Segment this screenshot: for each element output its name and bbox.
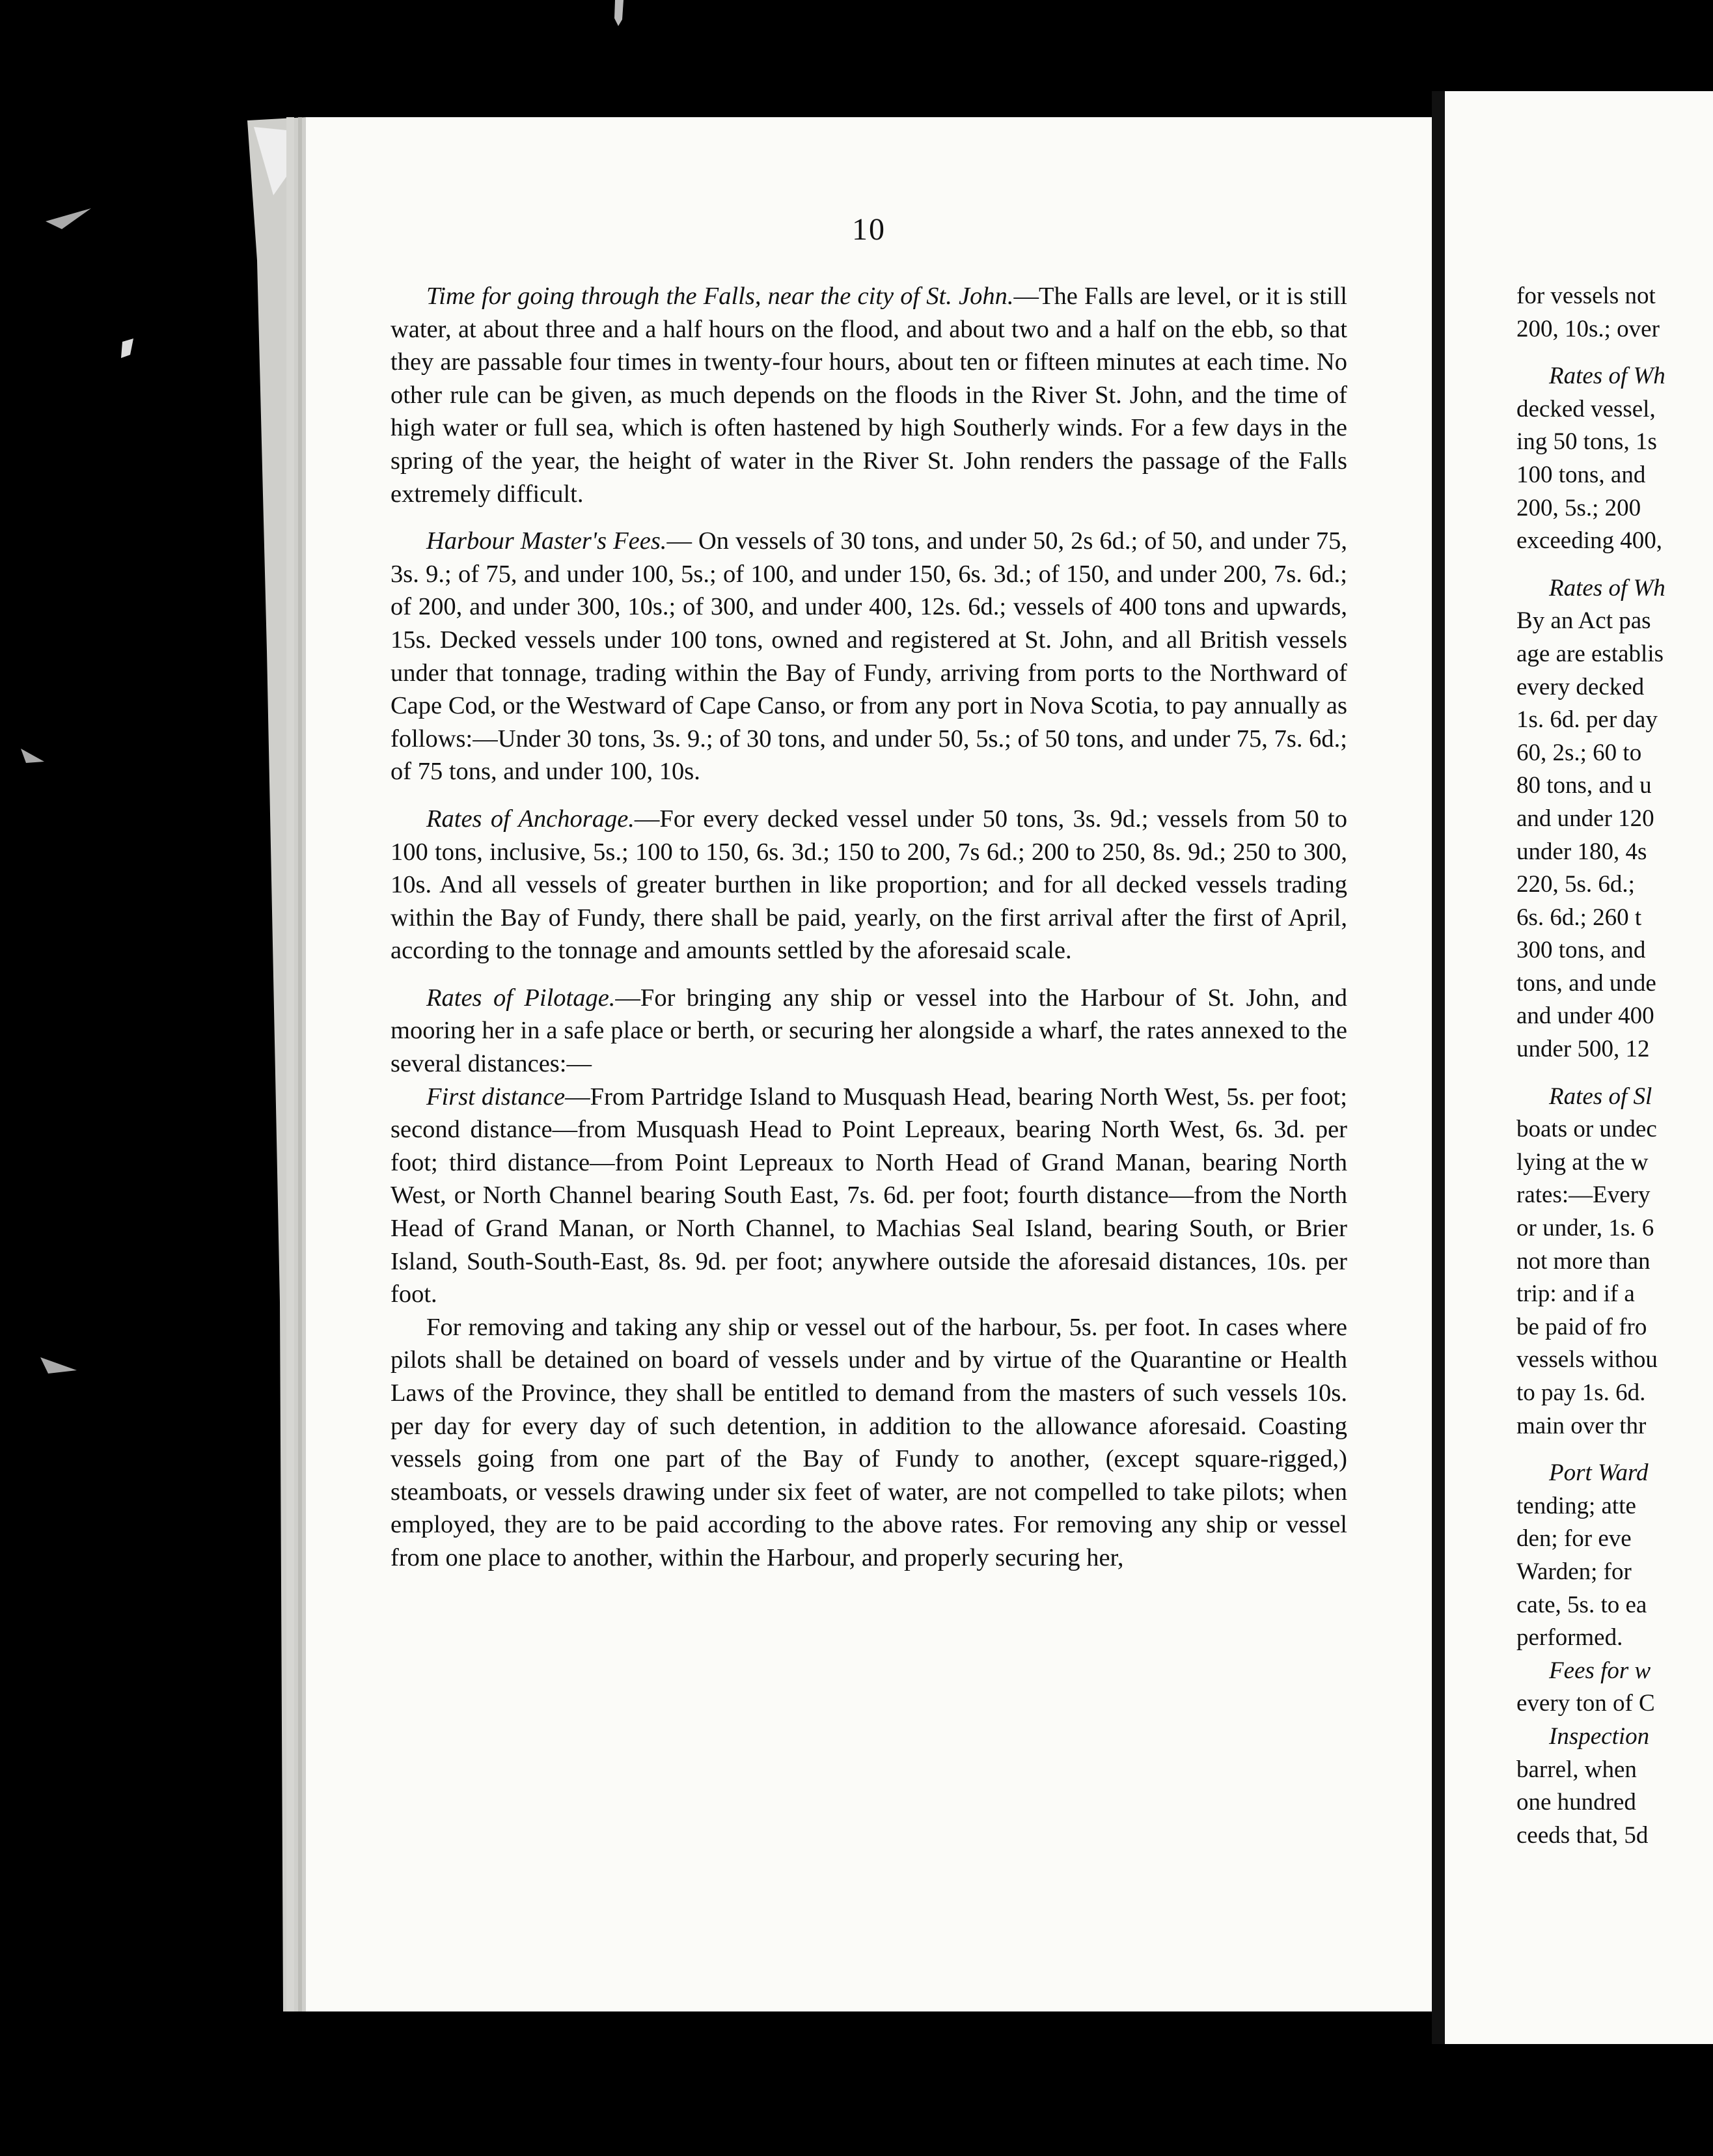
right-line: exceeding 400, (1516, 527, 1662, 555)
paragraph-distances (391, 1081, 1347, 1311)
right-line: main over thr (1516, 1412, 1647, 1439)
right-line: be paid of fro (1516, 1313, 1647, 1340)
right-line: 200, 10s.; over (1516, 315, 1660, 342)
right-line: 6s. 6d.; 260 t (1516, 904, 1642, 931)
right-line: boats or undec (1516, 1116, 1657, 1143)
right-line: under 500, 12 (1516, 1036, 1650, 1063)
right-line: or under, 1s. 6 (1516, 1215, 1654, 1242)
page-number: 10 (852, 212, 886, 247)
paragraph-anchorage (391, 803, 1347, 967)
right-line: den; for eve (1516, 1525, 1632, 1553)
text-distances: —From Partridge Island to Musquash Head, bearing North West, 5s. per foot; second distance—from Musquash Head to Point Lepreaux, bearing North West, 6s. 3d. per foot; third distance—from Point Lepreaux to North Head of Grand Manan, bearing North West, or North Channel bearing South East, 7s. 6d. per foot; fourth distance—from the North Head of Grand Manan, or North Channel, to Machias Seal Island, bearing South, or Brier Island, South-South-East, 8s. 9d. per foot; anywhere outside the aforesaid distances, 10s. per foot. (391, 1083, 1347, 1308)
left-page (306, 117, 1432, 2011)
right-line: cate, 5s. to ea (1516, 1591, 1647, 1618)
right-line: 100 tons, and (1516, 461, 1646, 488)
right-line: every decked (1516, 673, 1645, 700)
right-line: vessels withou (1516, 1346, 1658, 1374)
right-line: age are establis (1516, 640, 1664, 667)
right-line: tons, and unde (1516, 969, 1656, 997)
right-line: 1s. 6d. per day (1516, 706, 1658, 734)
text-anchorage: —For every decked vessel under 50 tons, 3s. 9d.; vessels from 50 to 100 tons, inclusive, 5s.; 100 to 150, 6s. 3d.; 150 to 200, 7s 6d.; 200 to 250, 8s. 9d.; 250 to 300, 10s. And all vessels of greater burthen in like proportion; and for all decked vessels trading within the Bay of Fundy, there shall be paid, yearly, on the first arrival after the first of April, according to the tonnage and amounts settled by the aforesaid scale. (391, 805, 1347, 965)
right-line: Fees for w (1549, 1657, 1651, 1684)
right-line: one hundred (1516, 1789, 1636, 1816)
right-line: By an Act pas (1516, 607, 1651, 635)
right-line: every ton of C (1516, 1690, 1655, 1717)
right-page (1445, 91, 1713, 2044)
right-line: barrel, when (1516, 1756, 1637, 1783)
right-line: 80 tons, and u (1516, 772, 1652, 799)
right-line: 200, 5s.; 200 (1516, 494, 1641, 521)
heading-harbour-master: Harbour Master's Fees. (426, 527, 667, 555)
text-column (391, 280, 1347, 1575)
right-line: decked vessel, (1516, 395, 1656, 422)
text-falls: —The Falls are level, or it is still water, at about three and a half hours on the flood, and about two and a half on the ebb, so that they are passable four times in twenty-four hours, about ten or fifteen minutes at each time. No other rule can be given, as much depends on the floods in the River St. John, and the time of high water or full sea, which is often hastened by high Southerly winds. For a few days in the spring of the year, the height of water in the River St. John renders the passage of the Falls extremely difficult. (391, 283, 1347, 508)
text-pilotage: —For bringing any ship or vessel into the Harbour of St. John, and mooring her in a safe place or berth, or securing her alongside a wharf, the rates annexed to the several distances:— (391, 984, 1347, 1078)
right-line: and under 120 (1516, 805, 1654, 832)
right-line: trip: and if a (1516, 1280, 1635, 1308)
paragraph-removing (391, 1311, 1347, 1575)
right-line: performed. (1516, 1624, 1623, 1652)
right-line: ing 50 tons, 1s (1516, 428, 1657, 456)
right-line: tending; atte (1516, 1492, 1636, 1519)
right-line: not more than (1516, 1247, 1651, 1275)
right-line: ceeds that, 5d (1516, 1821, 1649, 1849)
right-line: to pay 1s. 6d. (1516, 1379, 1646, 1406)
right-line: Port Ward (1549, 1459, 1649, 1487)
right-line: Warden; for (1516, 1558, 1632, 1585)
right-line: 220, 5s. 6d.; (1516, 871, 1635, 898)
right-line: and under 400 (1516, 1002, 1654, 1030)
right-line: lying at the w (1516, 1148, 1649, 1176)
heading-falls: Time for going through the Falls, near the city of St. John. (426, 283, 1014, 310)
right-text-column (1516, 280, 1713, 1852)
heading-pilotage: Rates of Pilotage. (426, 984, 616, 1012)
paragraph-harbour-master (391, 525, 1347, 788)
right-line: under 180, 4s (1516, 838, 1647, 865)
gutter (1432, 91, 1445, 2044)
paragraph-falls (391, 280, 1347, 510)
right-line: Inspection (1549, 1722, 1650, 1750)
heading-anchorage: Rates of Anchorage. (426, 805, 635, 833)
right-line: 60, 2s.; 60 to (1516, 739, 1642, 766)
text-harbour-master: — On vessels of 30 tons, and under 50, 2s 6d.; of 50, and under 75, 3s. 9.; of 75, and under 100, 5s.; of 100, and under 150, 6s. 3d.; of 150, and under 200, 7s. 6d.; of 200, and under 300, 10s.; of 300, and under 400, 12s. 6d.; vessels of 400 tons and upwards, 15s. Decked vessels under 100 tons, owned and registered at St. John, and all British vessels under that tonnage, trading within the Bay of Fundy, arriving from ports to the Northward of Cape Cod, or the Westward of Cape Canso, or from any port in Nova Scotia, to pay annually as follows:—Under 30 tons, 3s. 9.; of 30 tons, and under 50, 5s.; of 50 tons, and under 75, 7s. 6d.; of 75 tons, and under 100, 10s. (391, 527, 1347, 786)
right-line: rates:—Every (1516, 1182, 1651, 1209)
heading-first-distance: First distance (426, 1083, 566, 1111)
text-removing: For removing and taking any ship or vessel out of the harbour, 5s. per foot. In cases where pilots shall be detained on board of vessels under and by virtue of the Quarantine or Health Laws of the Province, they shall be entitled to demand from the masters of such vessels 10s. per day for every day of such detention, in addition to the allowance aforesaid. Coasting vessels going from one part of the Bay of Fundy to another, (except square-rigged,) steamboats, or vessels drawing under six feet of water, are not compelled to take pilots; when employed, they are to be paid according to the above rates. For removing any ship or vessel from one place to another, within the Harbour, and properly securing her, (391, 1313, 1347, 1571)
paragraph-pilotage (391, 982, 1347, 1081)
right-line: 300 tons, and (1516, 937, 1646, 964)
right-line: Rates of Sl (1549, 1083, 1652, 1110)
right-line: Rates of Wh (1549, 363, 1665, 390)
right-line: Rates of Wh (1549, 574, 1665, 601)
right-line: for vessels not (1516, 283, 1656, 309)
